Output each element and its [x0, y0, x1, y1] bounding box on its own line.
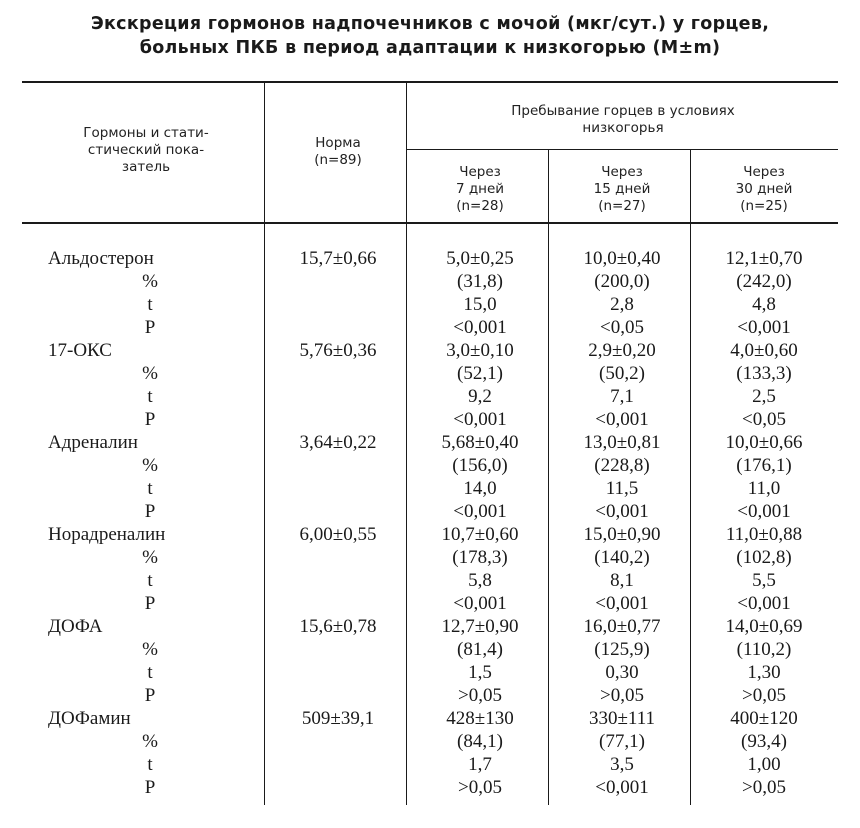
p-7d: <0,001 — [453, 593, 507, 614]
percent-15d: (140,2) — [594, 547, 650, 568]
hormone-name: Адреналин — [48, 432, 138, 453]
percent-30d: (242,0) — [736, 271, 792, 292]
stat-label-percent: % — [142, 547, 158, 568]
value-7d: 3,0±0,10 — [446, 340, 514, 361]
table-title — [0, 12, 860, 60]
t-30d: 11,0 — [747, 478, 781, 499]
p-7d: >0,05 — [458, 777, 502, 798]
p-30d: <0,001 — [737, 501, 791, 522]
header-period-line: Через — [601, 164, 643, 180]
p-15d: <0,001 — [595, 409, 649, 430]
value-30d: 12,1±0,70 — [725, 248, 803, 269]
title-line-2: больных ПКБ в период адаптации к низкогорью (M±m) — [139, 38, 721, 58]
t-15d: 11,5 — [605, 478, 639, 499]
hormone-name: ДОФамин — [48, 708, 131, 729]
header-period-line: 7 дней — [455, 181, 505, 197]
stat-label-t: t — [147, 386, 153, 407]
percent-7d: (156,0) — [452, 455, 508, 476]
stat-label-t: t — [147, 478, 153, 499]
percent-15d: (50,2) — [599, 363, 645, 384]
t-15d: 2,8 — [610, 294, 634, 315]
t-15d: 7,1 — [610, 386, 634, 407]
header-stay-line: низкогорья — [582, 120, 664, 136]
value-7d: 428±130 — [446, 708, 514, 729]
value-30d: 4,0±0,60 — [730, 340, 798, 361]
header-period-7d — [410, 164, 550, 215]
value-15d: 330±111 — [588, 708, 656, 729]
header-period-15d — [552, 164, 692, 215]
stat-label-percent: % — [142, 271, 158, 292]
percent-30d: (176,1) — [736, 455, 792, 476]
stat-label-p: P — [144, 593, 156, 614]
stat-label-t: t — [147, 570, 153, 591]
stat-label-percent: % — [142, 363, 158, 384]
stat-label-p: P — [144, 685, 156, 706]
p-30d: >0,05 — [742, 777, 786, 798]
p-15d: <0,001 — [595, 501, 649, 522]
p-15d: <0,05 — [600, 317, 644, 338]
p-7d: <0,001 — [453, 501, 507, 522]
header-period-line: (n=27) — [598, 198, 646, 214]
percent-30d: (133,3) — [736, 363, 792, 384]
norm-value: 6,00±0,55 — [299, 524, 377, 545]
stat-label-p: P — [144, 777, 156, 798]
stat-label-t: t — [147, 754, 153, 775]
header-norm-line: Норма — [315, 135, 361, 151]
stat-label-p: P — [144, 317, 156, 338]
stat-label-p: P — [144, 501, 156, 522]
percent-15d: (200,0) — [594, 271, 650, 292]
p-7d: >0,05 — [458, 685, 502, 706]
vertical-rule-norm — [264, 83, 265, 805]
header-period-line: Через — [743, 164, 785, 180]
header-period-line: Через — [459, 164, 501, 180]
header-period-line: 30 дней — [735, 181, 793, 197]
hormone-name: Альдостерон — [48, 248, 154, 269]
norm-value: 15,6±0,78 — [299, 616, 377, 637]
t-7d: 14,0 — [463, 478, 497, 499]
t-7d: 1,5 — [468, 662, 492, 683]
t-30d: 5,5 — [752, 570, 776, 591]
norm-value: 15,7±0,66 — [299, 248, 377, 269]
t-7d: 1,7 — [468, 754, 492, 775]
p-30d: <0,001 — [737, 593, 791, 614]
norm-value: 5,76±0,36 — [299, 340, 377, 361]
header-hormone — [36, 125, 256, 176]
header-stay-group — [410, 103, 836, 137]
p-15d: <0,001 — [595, 777, 649, 798]
value-30d: 11,0±0,88 — [725, 524, 803, 545]
percent-15d: (125,9) — [594, 639, 650, 660]
p-15d: <0,001 — [595, 593, 649, 614]
header-norm-line: (n=89) — [314, 152, 362, 168]
p-15d: >0,05 — [600, 685, 644, 706]
norm-value: 3,64±0,22 — [299, 432, 377, 453]
percent-15d: (228,8) — [594, 455, 650, 476]
hormone-name: 17-ОКС — [48, 340, 112, 361]
percent-7d: (81,4) — [457, 639, 503, 660]
t-30d: 1,00 — [747, 754, 781, 775]
value-7d: 10,7±0,60 — [441, 524, 519, 545]
t-30d: 4,8 — [752, 294, 776, 315]
header-period-line: (n=28) — [456, 198, 504, 214]
t-30d: 2,5 — [752, 386, 776, 407]
value-30d: 14,0±0,69 — [725, 616, 803, 637]
percent-7d: (52,1) — [457, 363, 503, 384]
t-7d: 15,0 — [463, 294, 497, 315]
value-15d: 2,9±0,20 — [588, 340, 656, 361]
header-period-line: (n=25) — [740, 198, 788, 214]
p-30d: <0,05 — [742, 409, 786, 430]
stat-label-t: t — [147, 294, 153, 315]
percent-7d: (178,3) — [452, 547, 508, 568]
stay-group-rule — [406, 149, 838, 150]
t-15d: 3,5 — [610, 754, 634, 775]
value-15d: 16,0±0,77 — [583, 616, 661, 637]
header-hormone-line: затель — [121, 159, 171, 175]
value-15d: 10,0±0,40 — [583, 248, 661, 269]
percent-7d: (84,1) — [457, 731, 503, 752]
stat-label-p: P — [144, 409, 156, 430]
percent-30d: (110,2) — [736, 639, 792, 660]
header-norm — [268, 135, 408, 169]
t-15d: 8,1 — [610, 570, 634, 591]
t-7d: 5,8 — [468, 570, 492, 591]
stat-label-percent: % — [142, 731, 158, 752]
norm-value: 509±39,1 — [301, 708, 375, 729]
t-7d: 9,2 — [468, 386, 492, 407]
header-period-30d — [694, 164, 834, 215]
percent-15d: (77,1) — [599, 731, 645, 752]
hormone-name: Норадреналин — [48, 524, 166, 545]
title-line-1: Экскреция гормонов надпочечников с мочой (мкг/сут.) у горцев, — [90, 14, 770, 34]
header-stay-line: Пребывание горцев в условиях — [511, 103, 735, 119]
t-15d: 0,30 — [605, 662, 639, 683]
p-30d: >0,05 — [742, 685, 786, 706]
percent-30d: (93,4) — [741, 731, 787, 752]
value-15d: 13,0±0,81 — [583, 432, 661, 453]
p-7d: <0,001 — [453, 409, 507, 430]
value-7d: 12,7±0,90 — [441, 616, 519, 637]
percent-30d: (102,8) — [736, 547, 792, 568]
header-period-line: 15 дней — [593, 181, 651, 197]
t-30d: 1,30 — [747, 662, 781, 683]
header-hormone-line: Гормоны и стати- — [83, 125, 209, 141]
value-30d: 400±120 — [730, 708, 798, 729]
value-7d: 5,68±0,40 — [441, 432, 519, 453]
hormone-name: ДОФА — [48, 616, 103, 637]
p-7d: <0,001 — [453, 317, 507, 338]
header-hormone-line: стический пока- — [87, 142, 205, 158]
stat-label-t: t — [147, 662, 153, 683]
header-bottom-rule — [22, 222, 838, 224]
value-15d: 15,0±0,90 — [583, 524, 661, 545]
stat-label-percent: % — [142, 455, 158, 476]
top-rule — [22, 81, 838, 83]
value-30d: 10,0±0,66 — [725, 432, 803, 453]
value-7d: 5,0±0,25 — [446, 248, 514, 269]
p-30d: <0,001 — [737, 317, 791, 338]
stat-label-percent: % — [142, 639, 158, 660]
percent-7d: (31,8) — [457, 271, 503, 292]
